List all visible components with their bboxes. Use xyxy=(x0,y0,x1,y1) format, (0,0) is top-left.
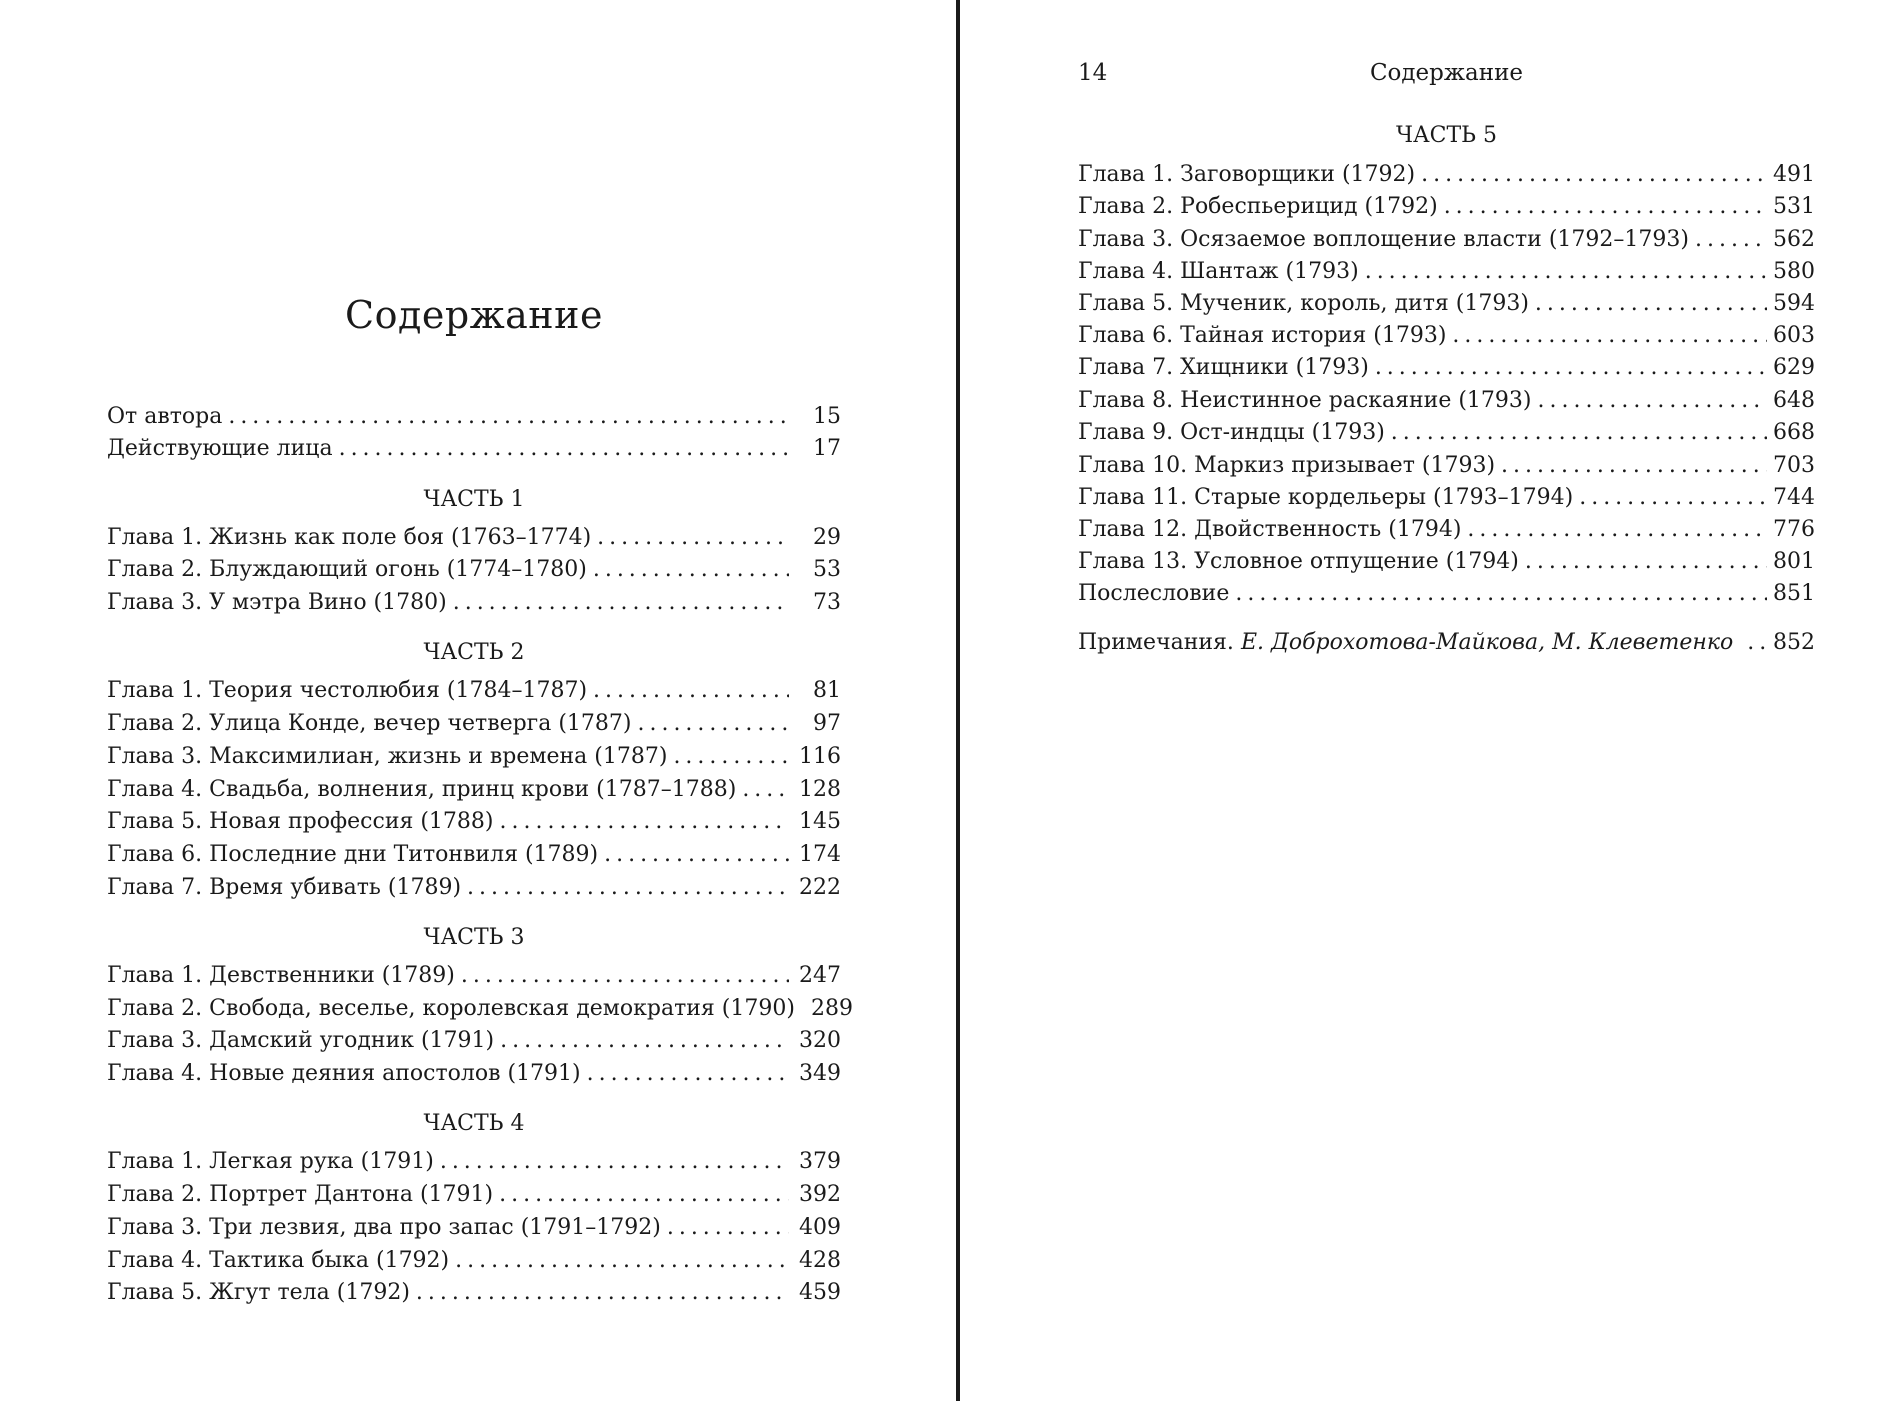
entry-title: Глава 4. Шантаж (1793) xyxy=(1078,259,1359,284)
toc-entry[interactable] xyxy=(1078,320,1815,352)
toc-entry[interactable] xyxy=(1078,385,1815,417)
entry-title: Глава 10. Маркиз призывает (1793) xyxy=(1078,453,1496,478)
entry-page: 128 xyxy=(799,777,841,802)
part-heading: ЧАСТЬ 4 xyxy=(423,1111,525,1136)
toc-entry[interactable] xyxy=(1078,352,1815,384)
leader-dots xyxy=(455,1245,789,1277)
entry-page: 349 xyxy=(799,1061,841,1086)
entry-page: 17 xyxy=(813,436,841,461)
toc-entry[interactable] xyxy=(1078,514,1815,546)
entry-title: Глава 1. Теория честолюбия (1784–1787) xyxy=(107,678,588,703)
entry-page: 580 xyxy=(1773,259,1815,284)
toc-entry[interactable] xyxy=(107,1058,841,1090)
leader-dots xyxy=(1375,352,1767,384)
leader-dots xyxy=(637,708,789,740)
entry-page: 145 xyxy=(799,809,841,834)
entry-title: Послесловие xyxy=(1078,581,1230,606)
entry-page: 668 xyxy=(1773,420,1815,445)
toc-entry[interactable] xyxy=(1078,578,1815,610)
toc-entry[interactable] xyxy=(1078,256,1815,288)
entry-page: 629 xyxy=(1773,355,1815,380)
running-header xyxy=(1078,60,1815,90)
toc-title: Содержание xyxy=(345,293,603,337)
toc-entry[interactable] xyxy=(107,806,841,838)
toc-entry[interactable] xyxy=(1078,288,1815,320)
toc-entry[interactable] xyxy=(1078,191,1815,223)
leader-dots xyxy=(1235,578,1767,610)
toc-entry[interactable] xyxy=(1078,482,1815,514)
entry-page: 53 xyxy=(813,557,841,582)
entry-page: 174 xyxy=(799,842,841,867)
leader-dots xyxy=(667,1212,789,1244)
entry-title: Глава 4. Тактика быка (1792) xyxy=(107,1248,450,1273)
leader-dots xyxy=(228,401,789,433)
toc-entry[interactable] xyxy=(107,1146,841,1178)
entry-title: Глава 9. Ост-индцы (1793) xyxy=(1078,420,1385,445)
page-number: 14 xyxy=(1078,60,1108,86)
entry-page: 392 xyxy=(799,1182,841,1207)
toc-entry[interactable] xyxy=(107,1025,841,1057)
leader-dots xyxy=(1467,514,1767,546)
toc-entry[interactable] xyxy=(1078,224,1815,256)
leader-dots xyxy=(499,1179,789,1211)
part-heading: ЧАСТЬ 2 xyxy=(423,640,525,665)
leader-dots xyxy=(1391,417,1767,449)
leader-dots xyxy=(1535,288,1767,320)
leader-dots xyxy=(1579,482,1767,514)
entry-page: 379 xyxy=(799,1149,841,1174)
notes-label: Примечания. xyxy=(1078,630,1234,655)
toc-entry[interactable] xyxy=(107,401,841,433)
entry-title: Глава 2. Свобода, веселье, королевская демократия (1790) xyxy=(107,996,795,1021)
entry-title: Глава 3. Дамский угодник (1791) xyxy=(107,1028,495,1053)
entry-title: Глава 5. Новая профессия (1788) xyxy=(107,809,494,834)
entry-page: 97 xyxy=(813,711,841,736)
part-heading: ЧАСТЬ 1 xyxy=(423,487,525,512)
entry-page: 562 xyxy=(1773,227,1815,252)
entry-title: Глава 8. Неистинное раскаяние (1793) xyxy=(1078,388,1532,413)
entry-page: 603 xyxy=(1773,323,1815,348)
entry-title: Глава 12. Двойственность (1794) xyxy=(1078,517,1462,542)
toc-entry[interactable] xyxy=(1078,417,1815,449)
leader-dots xyxy=(593,675,789,707)
toc-entry[interactable] xyxy=(107,741,841,773)
entry-title: Глава 3. У мэтра Вино (1780) xyxy=(107,590,447,615)
entry-title xyxy=(1078,627,1747,659)
entry-title: Глава 6. Тайная история (1793) xyxy=(1078,323,1447,348)
leader-dots xyxy=(1538,385,1767,417)
leader-dots xyxy=(461,960,789,992)
toc-entry[interactable] xyxy=(107,708,841,740)
entry-page: 744 xyxy=(1773,485,1815,510)
entry-title: Глава 2. Робеспьерицид (1792) xyxy=(1078,194,1438,219)
leader-dots xyxy=(593,554,789,586)
leader-dots xyxy=(597,522,789,554)
entry-page: 15 xyxy=(813,404,841,429)
toc-entry[interactable] xyxy=(107,839,841,871)
entry-page: 81 xyxy=(813,678,841,703)
entry-title: Действующие лица xyxy=(107,436,333,461)
entry-title: От автора xyxy=(107,404,223,429)
part-heading: ЧАСТЬ 5 xyxy=(1396,123,1497,148)
entry-page: 648 xyxy=(1773,388,1815,413)
leader-dots xyxy=(1695,224,1767,256)
leader-dots xyxy=(1452,320,1767,352)
entry-title: Глава 7. Хищники (1793) xyxy=(1078,355,1369,380)
entry-page: 320 xyxy=(799,1028,841,1053)
toc-entry[interactable] xyxy=(107,774,841,806)
toc-entry[interactable] xyxy=(107,960,841,992)
entry-title: Глава 5. Мученик, король, дитя (1793) xyxy=(1078,291,1529,316)
entry-title: Глава 13. Условное отпущение (1794) xyxy=(1078,549,1519,574)
entry-title: Глава 2. Портрет Дантона (1791) xyxy=(107,1182,494,1207)
toc-entry-notes[interactable] xyxy=(1078,627,1815,659)
entry-page: 703 xyxy=(1773,453,1815,478)
leader-dots xyxy=(604,839,789,871)
leader-dots xyxy=(440,1146,789,1178)
entry-title: Глава 1. Легкая рука (1791) xyxy=(107,1149,434,1174)
leader-dots xyxy=(742,774,789,806)
entry-page: 247 xyxy=(799,963,841,988)
leader-dots xyxy=(1444,191,1767,223)
toc-entry[interactable] xyxy=(107,554,841,586)
entry-page: 222 xyxy=(799,875,841,900)
toc-entry[interactable] xyxy=(107,522,841,554)
entry-title: Глава 11. Старые кордельеры (1793–1794) xyxy=(1078,485,1574,510)
entry-title: Глава 4. Свадьба, волнения, принц крови (1787–1788) xyxy=(107,777,737,802)
leader-dots xyxy=(416,1277,789,1309)
toc-entry[interactable] xyxy=(107,675,841,707)
toc-entry[interactable] xyxy=(107,1245,841,1277)
notes-authors: Е. Доброхотова-Майкова, М. Клеветенко xyxy=(1240,630,1734,655)
entry-title: Глава 2. Улица Конде, вечер четверга (1787) xyxy=(107,711,632,736)
leader-dots xyxy=(587,1058,789,1090)
leader-dots xyxy=(1421,159,1767,191)
toc-entry[interactable] xyxy=(1078,450,1815,482)
entry-title: Глава 3. Осязаемое воплощение власти (1792–1793) xyxy=(1078,227,1689,252)
entry-page: 594 xyxy=(1773,291,1815,316)
leader-dots xyxy=(1365,256,1767,288)
entry-page: 531 xyxy=(1773,194,1815,219)
leader-dots xyxy=(467,872,789,904)
leader-dots xyxy=(339,433,789,465)
toc-entry[interactable] xyxy=(107,1179,841,1211)
entry-title: Глава 1. Девственники (1789) xyxy=(107,963,455,988)
entry-title: Глава 1. Заговорщики (1792) xyxy=(1078,162,1416,187)
toc-entry[interactable] xyxy=(1078,546,1815,578)
leader-dots xyxy=(1747,627,1767,659)
toc-entry[interactable] xyxy=(107,587,841,619)
leader-dots xyxy=(500,1025,789,1057)
entry-page: 73 xyxy=(813,590,841,615)
leader-dots xyxy=(673,741,789,773)
leader-dots xyxy=(1501,450,1767,482)
entry-page: 851 xyxy=(1773,581,1815,606)
toc-entry[interactable] xyxy=(1078,159,1815,191)
entry-title: Глава 1. Жизнь как поле боя (1763–1774) xyxy=(107,525,592,550)
entry-page: 29 xyxy=(813,525,841,550)
page-gutter-divider xyxy=(956,0,960,1401)
entry-title: Глава 3. Три лезвия, два про запас (1791–1792) xyxy=(107,1215,661,1240)
entry-page: 776 xyxy=(1773,517,1815,542)
entry-title: Глава 2. Блуждающий огонь (1774–1780) xyxy=(107,557,587,582)
entry-title: Глава 5. Жгут тела (1792) xyxy=(107,1280,410,1305)
leader-dots xyxy=(453,587,789,619)
toc-entry[interactable] xyxy=(107,872,841,904)
entry-page: 459 xyxy=(799,1280,841,1305)
entry-title: Глава 3. Максимилиан, жизнь и времена (1787) xyxy=(107,744,668,769)
entry-page: 852 xyxy=(1773,630,1815,655)
toc-entry[interactable] xyxy=(107,433,841,465)
part-heading: ЧАСТЬ 3 xyxy=(423,925,525,950)
leader-dots xyxy=(1525,546,1767,578)
toc-entry[interactable] xyxy=(107,1212,841,1244)
entry-page: 801 xyxy=(1773,549,1815,574)
toc-entry[interactable] xyxy=(107,1277,841,1309)
entry-page: 491 xyxy=(1773,162,1815,187)
toc-entry[interactable] xyxy=(107,993,853,1025)
entry-title: Глава 4. Новые деяния апостолов (1791) xyxy=(107,1061,581,1086)
entry-title: Глава 6. Последние дни Титонвиля (1789) xyxy=(107,842,599,867)
entry-title: Глава 7. Время убивать (1789) xyxy=(107,875,462,900)
entry-page: 116 xyxy=(799,744,841,769)
running-title: Содержание xyxy=(1369,60,1524,86)
entry-page: 428 xyxy=(799,1248,841,1273)
entry-page: 409 xyxy=(799,1215,841,1240)
leader-dots xyxy=(500,806,789,838)
entry-page: 289 xyxy=(810,996,853,1021)
